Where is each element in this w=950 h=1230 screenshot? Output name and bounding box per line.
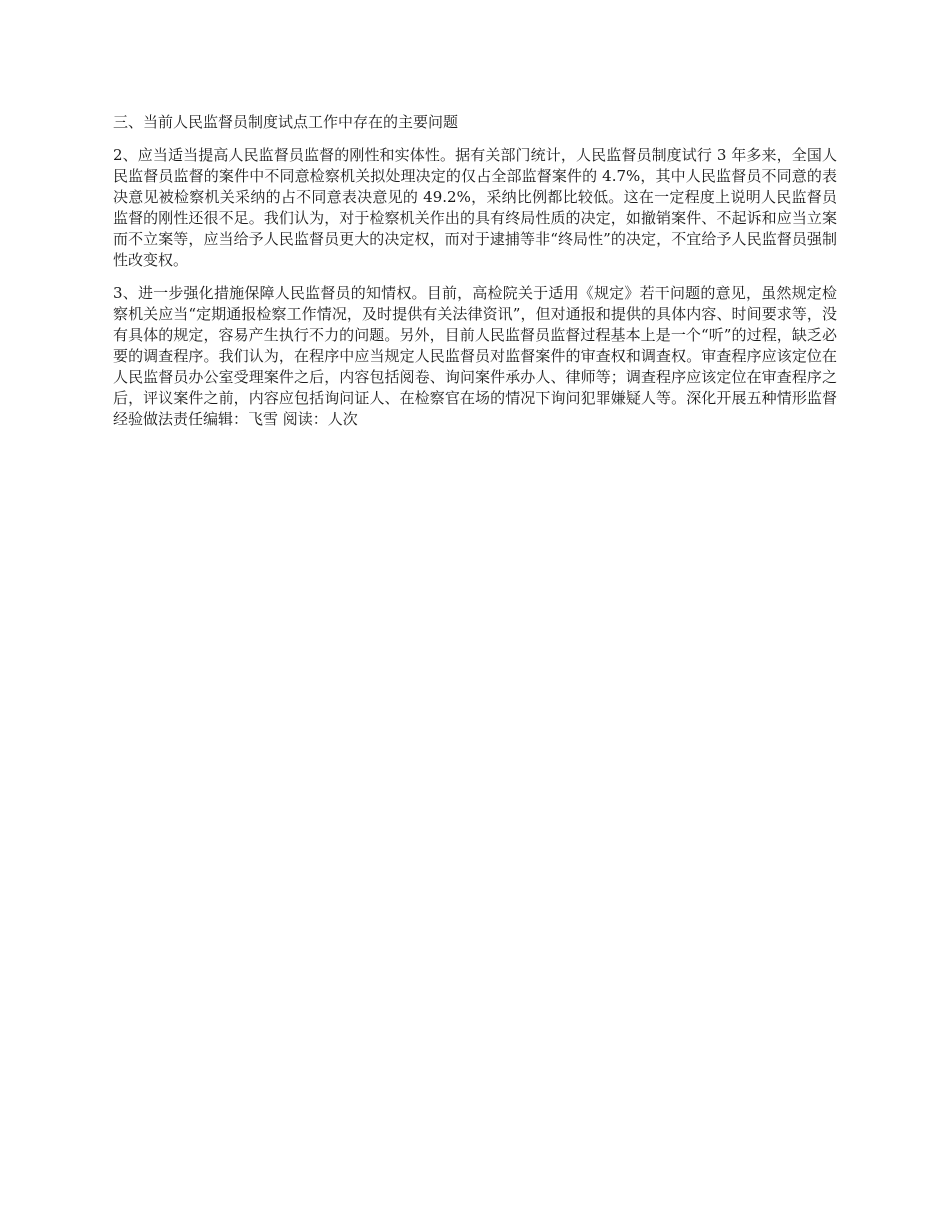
paragraph-2: 2、应当适当提高人民监督员监督的刚性和实体性。据有关部门统计，人民监督员制度试行 3 年多来，全国人民监督员监督的案件中不同意检察机关拟处理决定的仅占全部监督案件的 4.7%，其中人民监督员不同意的表决意见被检察机关采纳的占不同意表决意见的 49.2%，采纳比例都比较低。这在一定程度上说明人民监督员监督的刚性还很不足。我们认为，对于检察机关作出的具有终局性质的决定，如撤销案件、不起诉和应当立案而不立案等，应当给予人民监督员更大的决定权，而对于逮捕等非“终局性”的决定，不宜给予人民监督员强制性改变权。	[113, 146, 837, 269]
paragraph-3: 3、进一步强化措施保障人民监督员的知情权。目前，高检院关于适用《规定》若干问题的意见，虽然规定检察机关应当“定期通报检察工作情况，及时提供有关法律资讯”，但对通报和提供的具体内容、时间要求等，没有具体的规定，容易产生执行不力的问题。另外，目前人民监督员监督过程基本上是一个“听”的过程，缺乏必要的调查程序。我们认为，在程序中应当规定人民监督员对监督案件的审查权和调查权。审查程序应该定位在人民监督员办公室受理案件之后，内容包括阅卷、询问案件承办人、律师等；调查程序应该定位在审查程序之后，评议案件之前，内容应包括询问证人、在检察官在场的情况下询问犯罪嫌疑人等。深化开展五种情形监督经验做法责任编辑：飞雪 阅读：人次	[113, 284, 837, 428]
document-body	[113, 112, 837, 442]
section-heading: 三、当前人民监督员制度试点工作中存在的主要问题	[113, 113, 459, 131]
